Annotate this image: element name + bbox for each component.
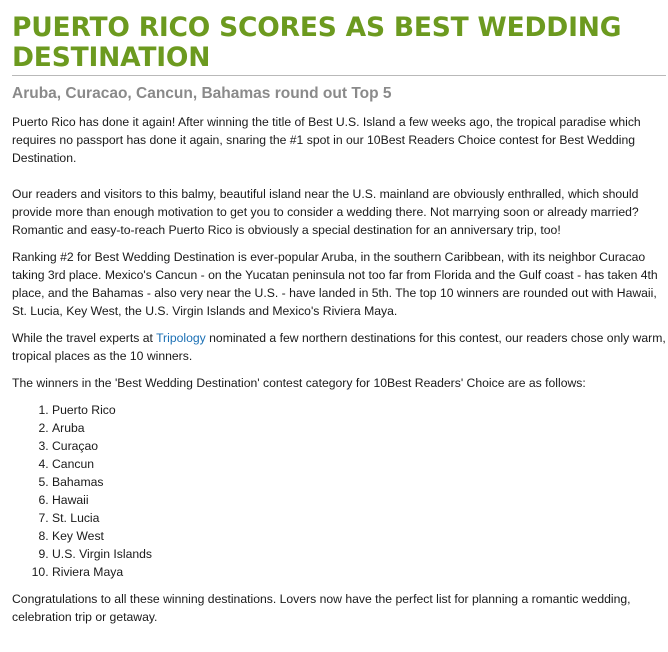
paragraph-rankings: Ranking #2 for Best Wedding Destination is ever-popular Aruba, in the southern Caribbean, with its neighbor Curacao taking 3rd place. Mexico's Cancun - on the Yucatan peninsula not too far from Florida and the Gulf coast - has taken 4th place, and the Bahamas - also very near the U.S. - have landed in 5th. The top 10 winners are rounded out with Hawaii, St. Lucia, Key West, the U.S. Virgin Islands and Mexico's Riviera Maya. — [12, 250, 658, 318]
paragraph-tripology — [12, 329, 666, 365]
paragraph-congratulations: Congratulations to all these winning destinations. Lovers now have the perfect list for planning a romantic wedding, celebration trip or getaway. — [12, 592, 631, 624]
tripology-link[interactable]: Tripology — [156, 331, 206, 345]
list-item: 2. Aruba — [52, 419, 666, 437]
article-subheadline: Aruba, Curacao, Cancun, Bahamas round out Top 5 — [12, 85, 392, 102]
article-headline: PUERTO RICO SCORES AS BEST WEDDING DESTINATION — [12, 12, 622, 73]
list-item: 3. Curaçao — [52, 437, 666, 455]
list-item: 7. St. Lucia — [52, 509, 666, 527]
paragraph-tripology-lead: While the travel experts at — [12, 331, 157, 345]
paragraph-readers: Our readers and visitors to this balmy, beautiful island near the U.S. mainland are obviously enthralled, which should provide more than enough motivation to get you to consider a wedding there. Not marrying soon or already married? Romantic and easy-to-reach Puerto Rico is obviously a special destination for an anniversary trip, too! — [12, 187, 639, 237]
list-item: 8. Key West — [52, 527, 666, 545]
list-item: 10. Riviera Maya — [52, 563, 666, 581]
list-item: 6. Hawaii — [52, 491, 666, 509]
paragraph-tripology-tail: nominated a few northern destinations for this contest, our readers chose only warm, tropical places as the 10 winners. — [12, 331, 666, 363]
list-item: 4. Cancun — [52, 455, 666, 473]
list-item: 5. Bahamas — [52, 473, 666, 491]
list-item: 9. U.S. Virgin Islands — [52, 545, 666, 563]
winners-list — [12, 401, 666, 581]
headline-divider — [12, 75, 666, 76]
paragraph-winners-intro: The winners in the 'Best Wedding Destination' contest category for 10Best Readers' Choice are as follows: — [12, 376, 586, 390]
list-item: 1. Puerto Rico — [52, 401, 666, 419]
paragraph-intro: Puerto Rico has done it again! After winning the title of Best U.S. Island a few weeks ago, the tropical paradise which requires no passport has done it again, snaring the #1 spot in our 10Best Readers Choice contest for Best Wedding Destination. — [12, 115, 641, 165]
